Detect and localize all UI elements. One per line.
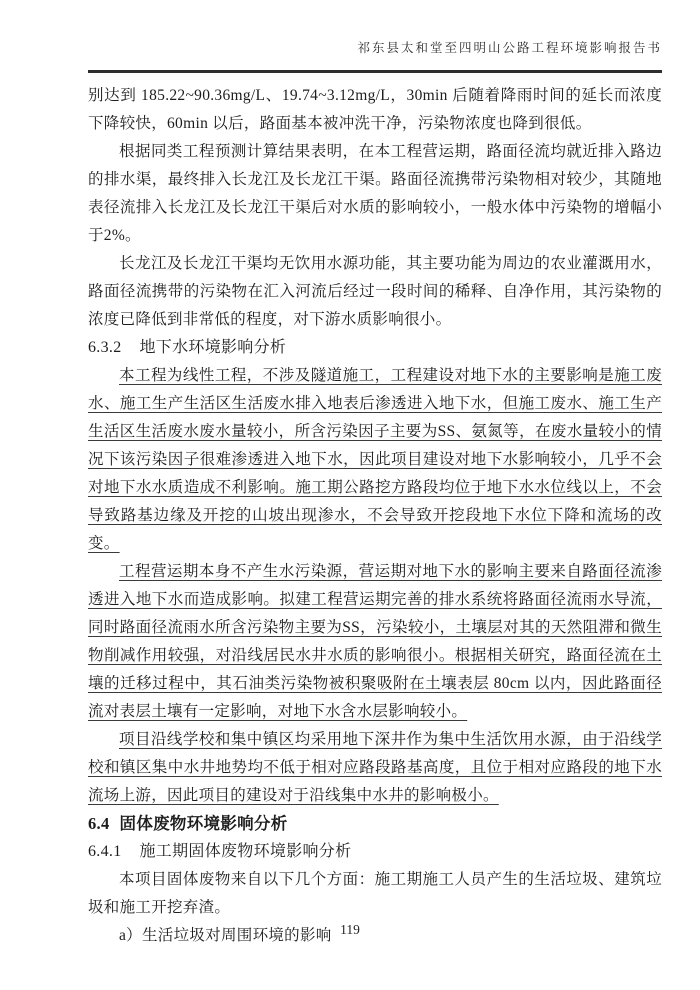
content-area [88,82,662,950]
paragraph-groundwater-operation: 工程营运期本身不产生水污染源，营运期对地下水的影响主要来自路面径流渗透进入地下水而造成影响。拟建工程营运期完善的排水系统将路面径流雨水导流，同时路面径流雨水所含污染物主要为SS，污染较小，土壤层对其的天然阻滞和微生物削减作用较强，对沿线居民水井水质的影响很小。根据相关研究，路面径流在土壤的迁移过程中，其石油类污染物被积聚吸附在土壤表层 80cm 以内，因此路面径流对表层土壤有一定影响，对地下水含水层影响较小。 [88,563,662,720]
page-header-title: 祁东县太和堂至四明山公路工程环境影响报告书 [357,41,662,55]
list-item-a-domestic-garbage: a）生活垃圾对周围环境的影响 [119,927,332,944]
section-heading-6-4 [88,810,662,838]
paragraph-prediction: 根据同类工程预测计算结果表明，在本工程营运期，路面径流均就近排入路边的排水渠，最终排入长龙江及长龙江干渠。路面径流携带污染物相对较少，其随地表径流排入长龙江及长龙江干渠后对水质的影响较小，一般水体中污染物的增幅小于2%。 [88,143,662,244]
paragraph-river-impact: 长龙江及长龙江干渠均无饮用水源功能，其主要功能为周边的农业灌溉用水，路面径流携带的污染物在汇入河流后经过一段时间的稀释、自净作用，其污染物的浓度已降低到非常低的程度，对下游水质影响很小。 [88,255,662,328]
section-title: 施工期固体废物环境影响分析 [139,843,352,860]
section-number: 6.4.1 [88,843,122,860]
header-rule-divider [88,70,662,73]
section-number: 6.3.2 [88,339,122,356]
page-number: 119 [340,922,360,937]
section-title: 固体废物环境影响分析 [119,814,288,833]
section-number: 6.4 [88,814,110,833]
section-title: 地下水环境影响分析 [139,339,287,356]
paragraph-runoff-continuation: 别达到 185.22~90.36mg/L、19.74~3.12mg/L，30min 后随着降雨时间的延长而浓度下降较快，60min 以后，路面基本被冲洗干净，污染物浓度也降到很低。 [88,87,662,132]
paragraph-drinking-wells: 项目沿线学校和集中镇区均采用地下深井作为集中生活饮用水源，由于沿线学校和镇区集中水井地势均不低于相对应路段路基高度，且位于相对应路段的地下水流场上游，因此项目的建设对于沿线集中水井的影响极小。 [88,731,662,804]
section-heading-6-4-1 [88,838,662,866]
section-heading-6-3-2 [88,334,662,362]
paragraph-groundwater-construction: 本工程为线性工程，不涉及隧道施工，工程建设对地下水的主要影响是施工废水、施工生产生活区生活废水排入地表后渗透进入地下水，但施工废水、施工生产生活区生活废水废水量较小，所含污染因子主要为SS、氨氮等，在废水量较小的情况下该污染因子很难渗透进入地下水，因此项目建设对地下水影响较小，几乎不会对地下水水质造成不利影响。施工期公路挖方路段均位于地下水水位线以上，不会导致路基边缘及开挖的山坡出现渗水，不会导致开挖段地下水位下降和流场的改变。 [88,367,662,552]
paragraph-solid-waste-sources: 本项目固体废物来自以下几个方面：施工期施工人员产生的生活垃圾、建筑垃圾和施工开挖弃渣。 [88,871,662,916]
